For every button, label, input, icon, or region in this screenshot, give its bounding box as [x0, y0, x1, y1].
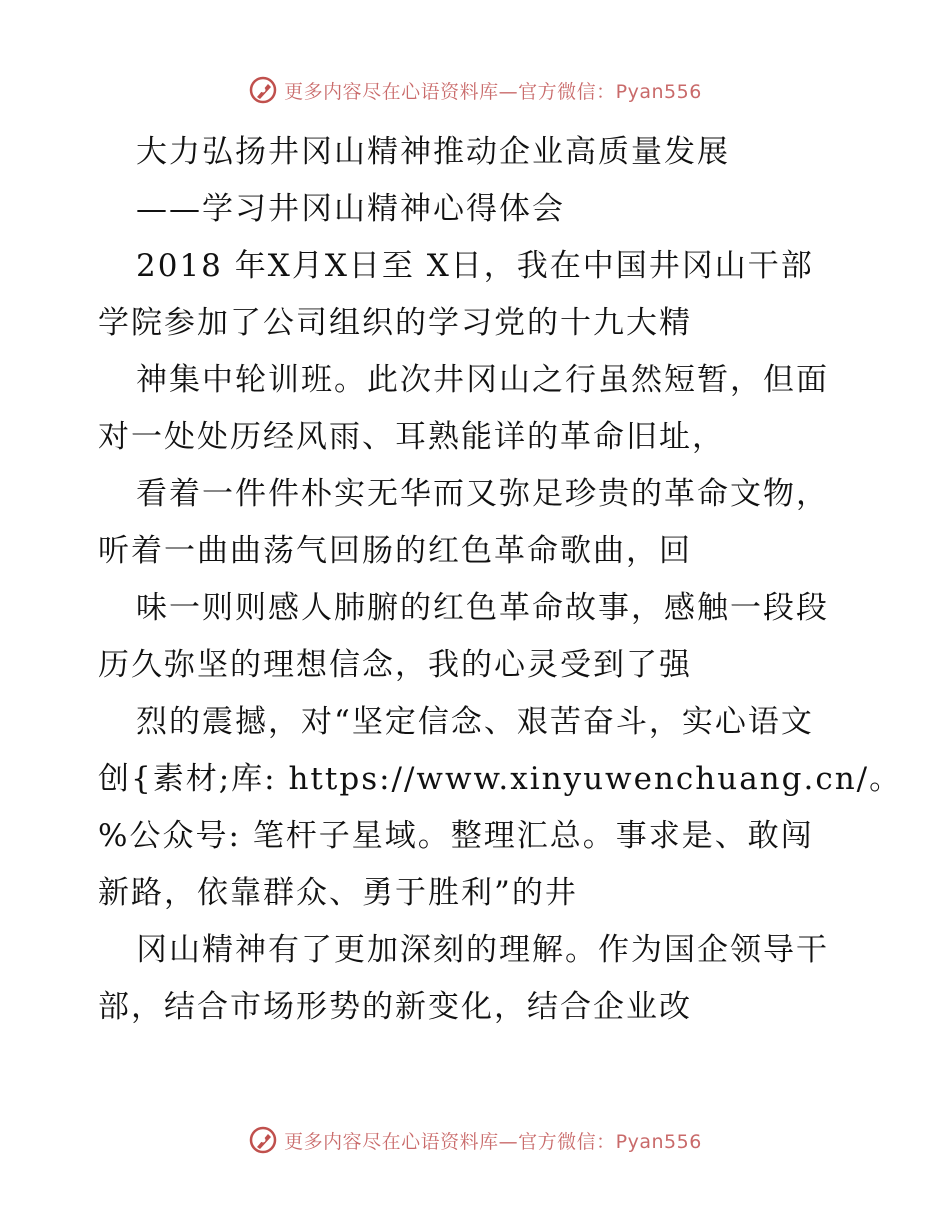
text-line: 看着一件件朴实无华而又弥足珍贵的革命文物， — [136, 476, 829, 512]
title-line: 大力弘扬井冈山精神推动企业高质量发展 — [136, 134, 730, 170]
subtitle-line: ——学习井冈山精神心得体会 — [136, 191, 565, 227]
footer-watermark-banner — [0, 1120, 950, 1160]
pen-logo-icon — [248, 1125, 278, 1155]
text-line: 对一处处历经风雨、耳熟能详的革命旧址， — [98, 419, 725, 455]
watermark-text: 更多内容尽在心语资料库—官方微信：Pyan556 — [284, 1130, 702, 1153]
document-body — [98, 124, 903, 1036]
text-line: 神集中轮训班。此次井冈山之行虽然短暂，但面 — [136, 362, 829, 398]
text-line: 部，结合市场形势的新变化，结合企业改 — [98, 989, 692, 1025]
text-line: 历久弥坚的理想信念，我的心灵受到了强 — [98, 647, 692, 683]
text-line: 2018 年X月X日至 X日，我在中国井冈山干部 — [136, 248, 814, 284]
text-line: 学院参加了公司组织的学习党的十九大精 — [98, 305, 692, 341]
text-line: 冈山精神有了更加深刻的理解。作为国企领导干 — [136, 932, 829, 968]
pen-logo-icon — [248, 75, 278, 105]
text-line: 味一则则感人肺腑的红色革命故事，感触一段段 — [136, 590, 829, 626]
text-line: 烈的震撼，对“坚定信念、艰苦奋斗，实心语文 — [136, 704, 814, 740]
text-line: 新路，依靠群众、勇于胜利”的井 — [98, 875, 578, 911]
watermark-text: 更多内容尽在心语资料库—官方微信：Pyan556 — [284, 80, 702, 103]
header-watermark-banner — [0, 70, 950, 110]
text-line: %公众号: 笔杆子星域。整理汇总。事求是、敢闯 — [98, 818, 814, 854]
text-line: 听着一曲曲荡气回肠的红色革命歌曲，回 — [98, 533, 692, 569]
text-line: 创{素材;库: https://www.xinyuwenchuang.cn/。 — [98, 761, 903, 797]
